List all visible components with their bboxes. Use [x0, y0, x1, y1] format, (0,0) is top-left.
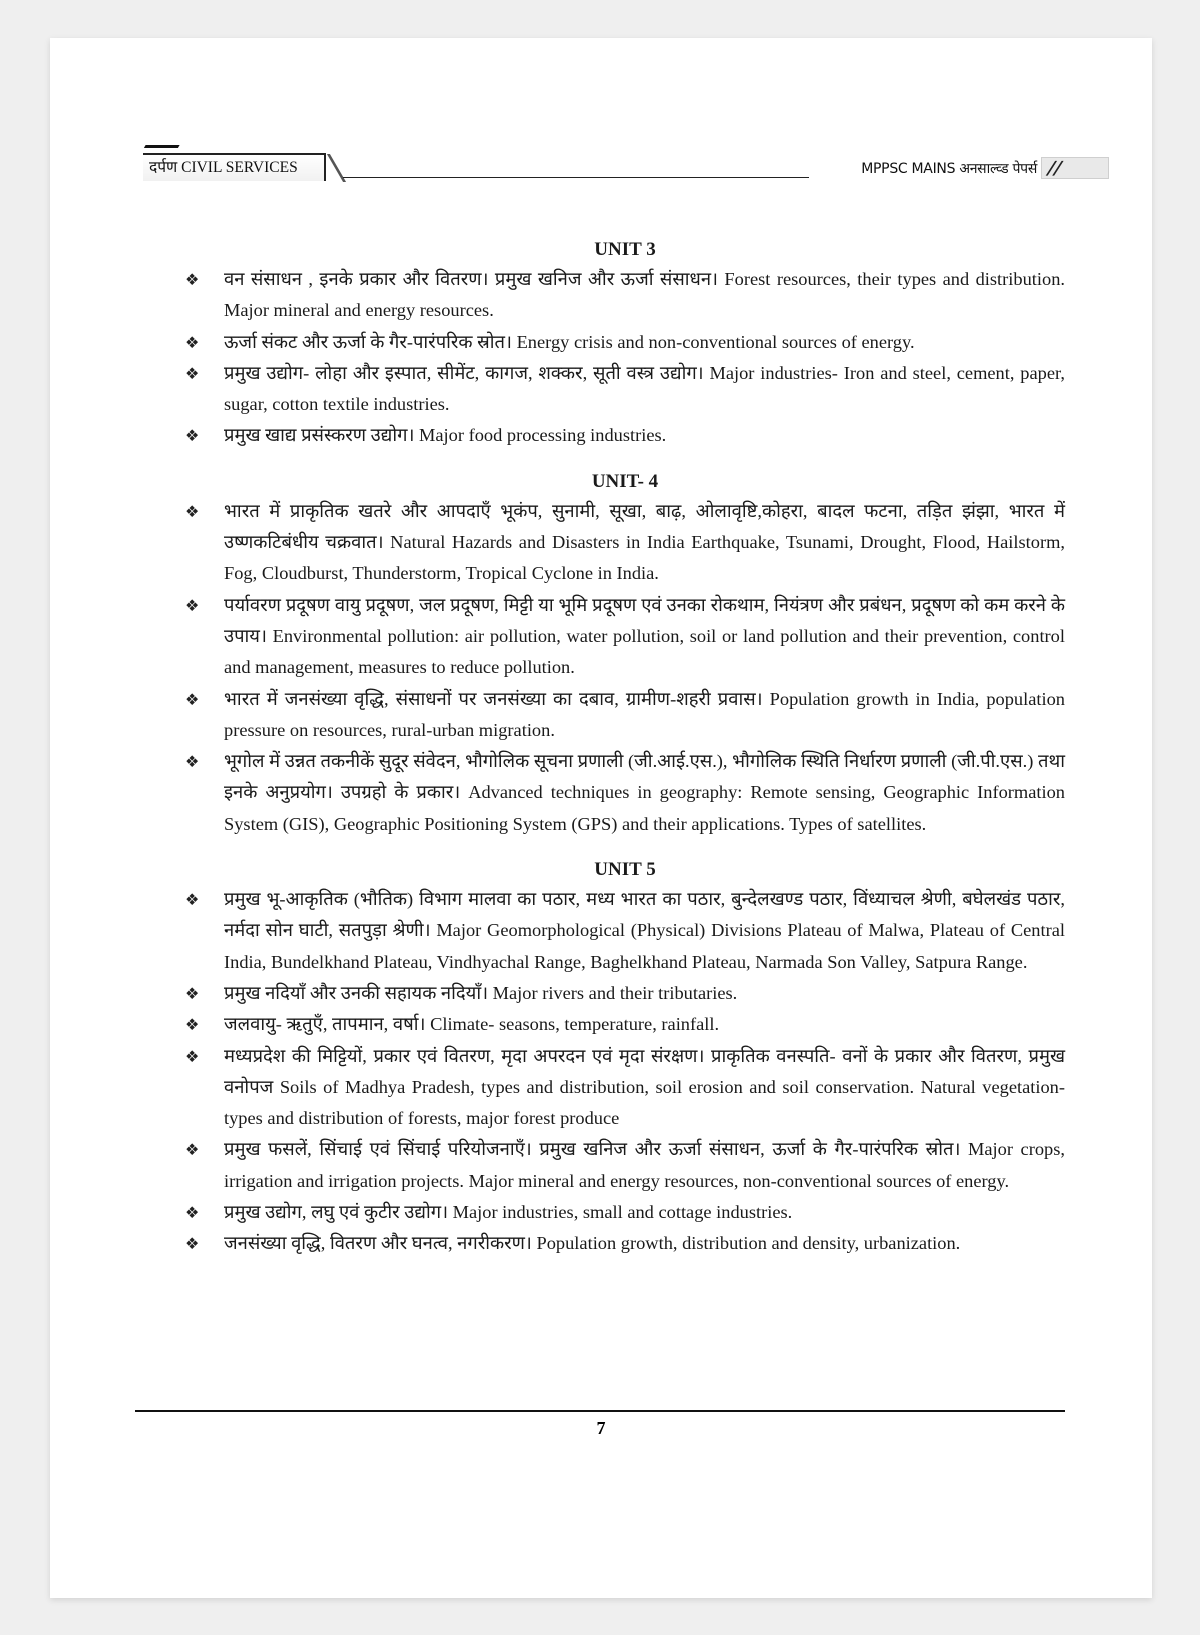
syllabus-content: [185, 236, 1065, 1276]
list-item-text: प्रमुख उद्योग- लोहा और इस्पात, सीमेंट, कागज, शक्कर, सूती वस्त्र उद्योग। Major industries- Iron and steel, cement, paper, sugar, cotton textile industries.: [224, 362, 1065, 415]
exam-label: MPPSC MAINS अनसाल्व्ड पेपर्स: [861, 161, 1037, 177]
list-item: [185, 746, 1065, 840]
page-number: 7: [596, 1418, 606, 1438]
four-diamond-bullet-icon: ❖: [185, 1203, 200, 1223]
four-diamond-bullet-icon: ❖: [185, 501, 200, 521]
list-item-text: भारत में प्राकृतिक खतरे और आपदाएँ भूकंप, सुनामी, सूखा, बाढ़, ओलावृष्टि,कोहरा, बादल फटना, तड़ित झंझा, भारत में उष्णकटिबंधीय चक्रवात। Natural Hazards and Disasters in India Earthquake, Tsunami, Drought, Flood, Hailstorm, Fog, Cloudburst, Thunderstorm, Tropical Cyclone in India.: [224, 500, 1065, 584]
brand-label: दर्पण CIVIL SERVICES: [143, 153, 326, 181]
four-diamond-bullet-icon: ❖: [185, 1234, 200, 1254]
list-item: [185, 884, 1065, 978]
list-item-text: जलवायु- ऋतुएँ, तापमान, वर्षा। Climate- seasons, temperature, rainfall.: [224, 1014, 720, 1035]
list-item-text: भूगोल में उन्नत तकनीकें सुदूर संवेदन, भौगोलिक सूचना प्रणाली (जी.आई.एस.), भौगोलिक स्थिति निर्धारण प्रणाली (जी.पी.एस.) तथा इनके अनुप्रयोग। उपग्रहो के प्रकार। Advanced techniques in geography: Remote sensing, Geographic Information System (GIS), Geographic Positioning System (GPS) and their applications. Types of satellites.: [224, 751, 1065, 834]
list-item-text: पर्यावरण प्रदूषण वायु प्रदूषण, जल प्रदूषण, मिट्टी या भूमि प्रदूषण एवं उनका रोकथाम, नियंत्रण और प्रबंधन, प्रदूषण को कम करने के उपाय। Environmental pollution: air pollution, water pollution, soil or land pollution and their prevention, control and management, measures to reduce pollution.: [224, 594, 1065, 678]
unit-3-section: [185, 236, 1065, 452]
four-diamond-bullet-icon: ❖: [185, 890, 200, 910]
list-item: [185, 264, 1065, 327]
four-diamond-bullet-icon: ❖: [185, 1046, 200, 1066]
unit-3-list: [185, 264, 1065, 452]
document-page: [50, 38, 1152, 1598]
unit-4-list: [185, 496, 1065, 840]
list-item: [185, 1041, 1065, 1135]
four-diamond-bullet-icon: ❖: [185, 752, 200, 772]
list-item: [185, 1228, 1065, 1259]
list-item: [185, 1134, 1065, 1197]
list-item-text: जनसंख्या वृद्धि, वितरण और घनत्व, नगरीकरण। Population growth, distribution and density, urbanization.: [224, 1233, 961, 1254]
list-item-text: प्रमुख फसलें, सिंचाई एवं सिंचाई परियोजनाएँ। प्रमुख खनिज और ऊर्जा संसाधन, ऊर्जा के गैर-पारंपरिक स्रोत। Major crops, irrigation and irrigation projects. Major mineral and energy resources, non-conventional sources of energy.: [224, 1139, 1065, 1191]
list-item: [185, 420, 1065, 451]
unit-5-section: [185, 856, 1065, 1260]
four-diamond-bullet-icon: ❖: [185, 595, 200, 615]
list-item-text: भारत में जनसंख्या वृद्धि, संसाधनों पर जनसंख्या का दबाव, ग्रामीण-शहरी प्रवास। Population growth in India, population pressure on resources, rural-urban migration.: [224, 688, 1065, 740]
header-rule: [343, 177, 809, 178]
list-item-text: प्रमुख भू-आकृतिक (भौतिक) विभाग मालवा का पठार, मध्य भारत का पठार, बुन्देलखण्ड पठार, विंध्याचल श्रेणी, बघेलखंड पठार, नर्मदा सोन घाटी, सतपुड़ा श्रेणी। Major Geomorphological (Physical) Divisions Plateau of Malwa, Plateau of Central India, Bundelkhand Plateau, Vindhyachal Range, Baghelkhand Plateau, Narmada Son Valley, Satpura Range.: [224, 889, 1065, 972]
list-item-text: ऊर्जा संकट और ऊर्जा के गैर-पारंपरिक स्रोत। Energy crisis and non-conventional sources of energy.: [224, 331, 915, 352]
list-item: [185, 327, 1065, 358]
unit-4-section: [185, 468, 1065, 840]
four-diamond-bullet-icon: ❖: [185, 363, 200, 383]
list-item: [185, 496, 1065, 590]
page-header: [143, 145, 1109, 185]
four-diamond-bullet-icon: ❖: [185, 426, 200, 446]
list-item: [185, 684, 1065, 747]
four-diamond-bullet-icon: ❖: [185, 270, 200, 289]
unit-title: UNIT 3: [594, 239, 656, 260]
unit-title: UNIT- 4: [591, 470, 659, 492]
four-diamond-bullet-icon: ❖: [185, 1140, 200, 1160]
four-diamond-bullet-icon: ❖: [185, 332, 200, 352]
list-item-text: प्रमुख नदियाँ और उनकी सहायक नदियाँ। Major rivers and their tributaries.: [224, 982, 738, 1003]
list-item-text: प्रमुख खाद्य प्रसंस्करण उद्योग। Major food processing industries.: [224, 425, 667, 446]
list-item-text: वन संसाधन , इनके प्रकार और वितरण। प्रमुख खनिज और ऊर्जा संसाधन। Forest resources, their types and distribution. Major mineral and energy resources.: [224, 269, 1065, 321]
four-diamond-bullet-icon: ❖: [185, 983, 200, 1003]
list-item: [185, 978, 1065, 1009]
unit-title: UNIT 5: [594, 859, 656, 881]
footer-rule: [135, 1410, 1065, 1412]
double-slash-icon: //: [1044, 158, 1065, 179]
list-item-text: प्रमुख उद्योग, लघु एवं कुटीर उद्योग। Major industries, small and cottage industries.: [224, 1202, 793, 1223]
unit-5-list: [185, 884, 1065, 1260]
list-item: [185, 1009, 1065, 1040]
list-item: [185, 1197, 1065, 1228]
four-diamond-bullet-icon: ❖: [185, 1015, 200, 1035]
list-item: [185, 358, 1065, 421]
list-item-text: मध्यप्रदेश की मिट्टियों, प्रकार एवं वितरण, मृदा अपरदन एवं मृदा संरक्षण। प्राकृतिक वनस्पति- वनों के प्रकार और वितरण, प्रमुख वनोपज Soils of Madhya Pradesh, types and distribution, soil erosion and soil conservation. Natural vegetation- types and distribution of forests, major forest produce: [224, 1045, 1065, 1129]
four-diamond-bullet-icon: ❖: [185, 689, 200, 709]
list-item: [185, 590, 1065, 684]
